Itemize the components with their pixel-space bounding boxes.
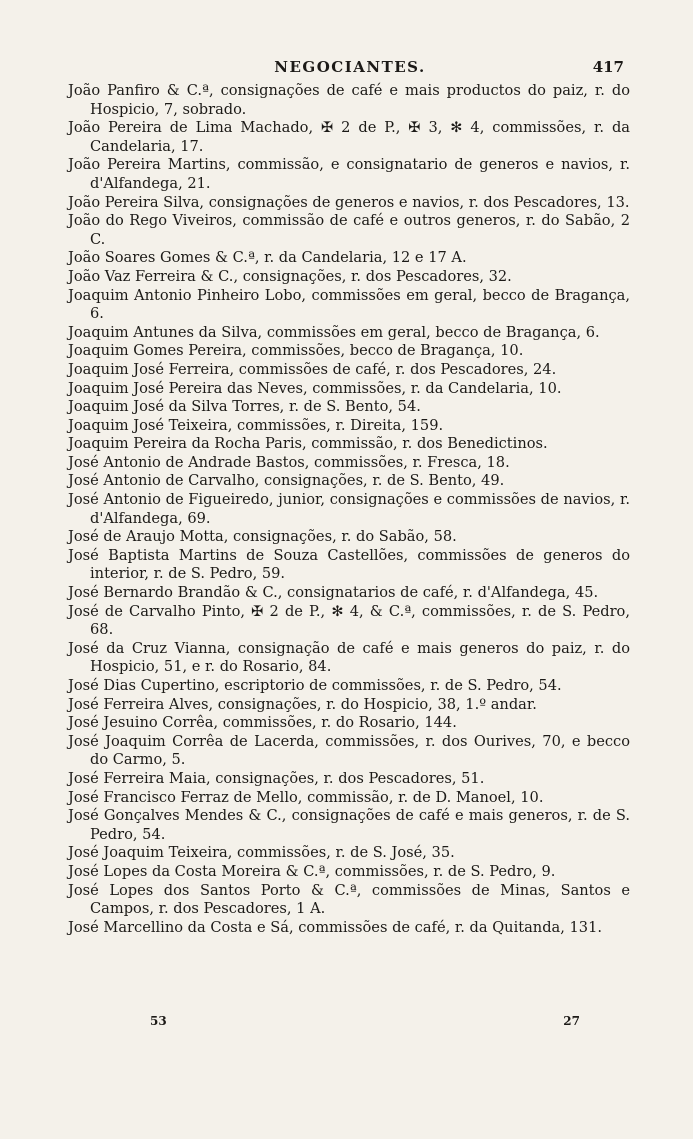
sheet-number: 27: [563, 1014, 580, 1028]
merchant-entry: José de Araujo Motta, consignações, r. do Sabão, 58.: [68, 528, 457, 546]
merchant-entry: José Gonçalves Mendes & C., consignações de café e mais generos, r. de S. Pedro, 54.: [68, 807, 630, 843]
merchant-entry: José Joaquim Teixeira, commissões, r. de S. José, 35.: [68, 844, 455, 862]
merchant-entry: José Jesuino Corrêa, commissões, r. do Rosario, 144.: [68, 714, 457, 732]
merchant-entry: Joaquim José da Silva Torres, r. de S. Bento, 54.: [68, 398, 421, 416]
merchant-entry: José Marcellino da Costa e Sá, commissões de café, r. da Quitanda, 131.: [68, 918, 603, 936]
merchant-entry: Joaquim Antunes da Silva, commissões em geral, becco de Bragança, 6.: [68, 323, 600, 341]
merchant-entry: Joaquim Pereira da Rocha Paris, commissão, r. dos Benedictinos.: [68, 435, 548, 453]
merchant-entry: José Lopes da Costa Moreira & C.ª, commissões, r. de S. Pedro, 9.: [68, 862, 556, 880]
merchant-entry: José Dias Cupertino, escriptorio de commissões, r. de S. Pedro, 54.: [68, 677, 562, 694]
merchant-entry: José Ferreira Maia, consignações, r. dos Pescadores, 51.: [68, 769, 485, 787]
merchant-entry: José Lopes dos Santos Porto & C.ª, commissões de Minas, Santos e Campos, r. dos Pescadores, 1 A.: [68, 881, 630, 918]
merchant-entry: Joaquim José Teixeira, commissões, r. Direita, 159.: [68, 416, 444, 434]
merchant-entry: José Baptista Martins de Souza Castellões, commissões de generos do interior, r. de S. Pedro, 59.: [68, 546, 630, 583]
page-number: 417: [592, 58, 624, 76]
merchant-entry: José Antonio de Figueiredo, junior, consignações e commissões de navios, r. d'Alfandega, 69.: [68, 491, 630, 527]
merchant-entry: João Pereira Martins, commissão, e consignatario de generos e navios, r. d'Alfandega, 21.: [68, 156, 630, 192]
merchant-entry: João Panfiro & C.ª, consignações de café e mais productos do paiz, r. do Hospicio, 7, sobrado.: [68, 82, 630, 118]
merchant-entry: Joaquim José Ferreira, commissões de café, r. dos Pescadores, 24.: [68, 360, 557, 378]
section-title: NEGOCIANTES.: [274, 58, 426, 76]
merchant-list: [68, 82, 630, 937]
merchant-entry: José Antonio de Carvalho, consignações, r. de S. Bento, 49.: [68, 472, 505, 490]
merchant-entry: João Vaz Ferreira & C., consignações, r. dos Pescadores, 32.: [68, 267, 512, 285]
merchant-entry: José da Cruz Vianna, consignação de café e mais generos do paiz, r. do Hospicio, 51, e r. do Rosario, 84.: [68, 639, 630, 676]
merchant-entry: José Bernardo Brandão & C., consignatarios de café, r. d'Alfandega, 45.: [68, 584, 599, 602]
merchant-entry: José Ferreira Alves, consignações, r. do Hospicio, 38, 1.º andar.: [68, 695, 537, 713]
page-footer: [150, 1014, 580, 1032]
merchant-entry: José Francisco Ferraz de Mello, commissão, r. de D. Manoel, 10.: [68, 788, 544, 806]
merchant-entry: João Soares Gomes & C.ª, r. da Candelaria, 12 e 17 A.: [68, 249, 467, 267]
merchant-entry: Joaquim José Pereira das Neves, commissões, r. da Candelaria, 10.: [68, 379, 562, 397]
merchant-entry: José de Carvalho Pinto, ✠ 2 de P., ✻ 4, & C.ª, commissões, r. de S. Pedro, 68.: [68, 602, 630, 639]
merchant-entry: José Joaquim Corrêa de Lacerda, commissões, r. dos Ourives, 70, e becco do Carmo, 5.: [68, 732, 630, 769]
page-header: [70, 58, 630, 78]
merchant-entry: João do Rego Viveiros, commissão de café e outros generos, r. do Sabão, 2 C.: [68, 212, 630, 248]
printer-signature: 53: [150, 1014, 167, 1028]
merchant-entry: João Pereira de Lima Machado, ✠ 2 de P., ✠ 3, ✻ 4, commissões, r. da Candelaria, 17.: [68, 119, 630, 155]
merchant-entry: Joaquim Gomes Pereira, commissões, becco de Bragança, 10.: [68, 342, 524, 360]
merchant-entry: João Pereira Silva, consignações de generos e navios, r. dos Pescadores, 13.: [68, 193, 630, 211]
merchant-entry: Joaquim Antonio Pinheiro Lobo, commissões em geral, becco de Bragança, 6.: [68, 286, 630, 323]
merchant-entry: José Antonio de Andrade Bastos, commissões, r. Fresca, 18.: [68, 453, 510, 471]
